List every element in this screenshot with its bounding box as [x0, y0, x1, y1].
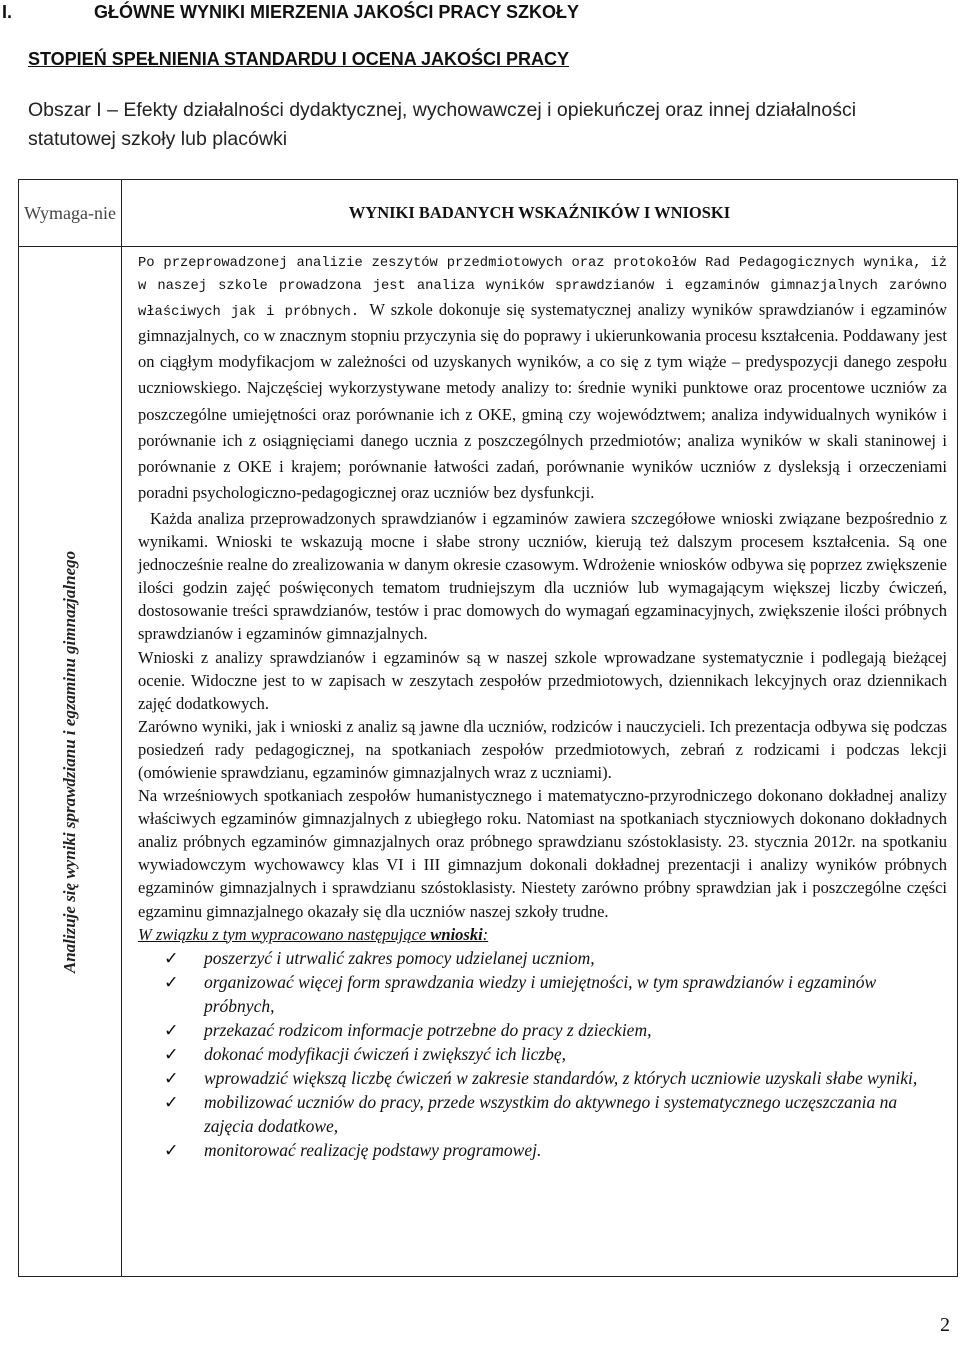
list-item — [138, 1090, 947, 1138]
requirement-column-header: Wymaga-nie — [19, 180, 122, 247]
results-table — [18, 179, 958, 1277]
check-icon: ✓ — [164, 947, 179, 968]
section-number: I. — [2, 2, 13, 22]
list-item — [138, 1018, 947, 1042]
paragraph: Zarówno wyniki, jak i wnioski z analiz są jawne dla uczniów, rodziców i nauczycieli. Ich prezentacja odbywa się podczas posiedzeń rady pedagogicznej, na spotkaniach zespołów przedmiotowych, zebrań z rodzicami i podczas lekcji (omówienie sprawdzianu, egzaminów gimnazjalnych wraz z uczniami). — [138, 716, 947, 782]
check-icon: ✓ — [164, 971, 179, 992]
list-item-text: wprowadzić większą liczbę ćwiczeń w zakresie standardów, z których uczniowie uzyskali słabe wyniki, — [204, 1067, 918, 1088]
requirement-cell — [19, 247, 122, 1277]
list-item-text: dokonać modyfikacji ćwiczeń i zwiększyć ich liczbę, — [204, 1043, 567, 1064]
check-icon: ✓ — [164, 1091, 179, 1112]
check-icon: ✓ — [164, 1067, 179, 1088]
list-item — [138, 1138, 947, 1162]
area-title: Obszar I – Efekty działalności dydaktycznej, wychowawczej i opiekuńczej oraz innej działalności statutowej szkoły lub placówki — [28, 99, 857, 150]
list-item — [138, 970, 947, 1018]
list-item — [138, 946, 947, 970]
list-item-text: monitorować realizację podstawy programowej. — [204, 1139, 542, 1160]
check-icon: ✓ — [164, 1043, 179, 1064]
conclusions-intro — [138, 923, 947, 946]
paragraph: Każda analiza przeprowadzonych sprawdzianów i egzaminów zawiera szczegółowe wnioski związane bezpośrednio z wynikami. Wnioski te wskazują mocne i słabe strony uczniów, kierują też dalszym procesem kształcenia. Są one jednocześnie realne do zrealizowania w danym okresie czasowym. Wdrożenie wniosków odbywa się poprzez zwiększenie ilości godzin zajęć poświęconych tematom trudniejszym dla uczniów lub wymagającym większej liczby ćwiczeń, dostosowanie treści sprawdzianów, testów i prac domowych do wymagań egzaminacyjnych, zwiększenie ilości próbnych sprawdzianów i egzaminów gimnazjalnych. — [138, 508, 947, 644]
paragraph-text: W szkole dokonuje się systematycznej analizy wyników sprawdzianów i egzaminów gimnazjalnych, co w znacznym stopniu przyczynia się do poprawy i ukierunkowania procesu kształcenia. Poddawany jest on ciągłym modyfikacjom w zależności od uzyskanych wyników, a co się z tym wiąże – predyspozycji danego zespołu uczniowskiego. Najczęściej wykorzystywane metody analizy to: średnie wyniki punktowe oraz procentowe uczniów za poszczególne umiejętności oraz porównanie ich z OKE, gminą czy województwem; analiza indywidualnych wyników i porównanie ich z osiągnięciami danego ucznia z poszczególnych przedmiotów; analiza wyników w skali staninowej i porównanie z OKE i krajem; porównanie łatwości zadań, porównanie wyników uczniów z dysleksją i orzeczeniami poradni psychologiczno-pedagogicznej oraz uczniów bez dysfunkcji. — [138, 300, 947, 502]
list-item — [138, 1042, 947, 1066]
list-item-text: przekazać rodzicom informacje potrzebne do pracy z dzieckiem, — [204, 1019, 652, 1040]
main-title: GŁÓWNE WYNIKI MIERZENIA JAKOŚCI PRACY SZKOŁY — [94, 2, 580, 22]
list-item — [138, 1066, 947, 1090]
results-column-header: WYNIKI BADANYCH WSKAŹNIKÓW I WNIOSKI — [122, 180, 958, 247]
list-item-text: mobilizować uczniów do pracy, przede wszystkim do aktywnego i systematycznego uczęszczania na zajęcia dodatkowe, — [204, 1091, 898, 1136]
conclusions-word: wnioski — [430, 924, 483, 944]
paragraph: Wnioski z analizy sprawdzianów i egzaminów są w naszej szkole wprowadzane systematycznie i podlegają bieżącej ocenie. Widoczne jest to w zapisach w zeszytach zespołów przedmiotowych, dziennikach lekcyjnych oraz dziennikach zajęć dodatkowych. — [138, 647, 947, 713]
requirement-text: Analizuje się wyniki sprawdzianu i egzaminu gimnazjalnego — [60, 550, 79, 973]
conclusions-intro-text: W związku z tym wypracowano następujące — [138, 924, 431, 944]
list-item-text: organizować więcej form sprawdzania wiedzy i umiejętności, w tym sprawdzianów i egzaminów próbnych, — [204, 971, 877, 1016]
paragraph-text: Po przeprowadzonej analizie zeszytów przedmiotowych oraz protokołów Rad Pedagogicznych wynika, iż w naszej szkole prowadzona jest analiza wyników sprawdzianów i egzaminów gimnazjalnych zarówno właściwych jak i próbnych. — [138, 256, 947, 321]
list-item-text: poszerzyć i utrwalić zakres pomocy udzielanej uczniom, — [204, 947, 595, 968]
table-header-row — [19, 180, 958, 247]
page-number: 2 — [940, 1314, 950, 1336]
paragraph-intro — [138, 252, 947, 507]
check-icon: ✓ — [164, 1019, 179, 1040]
results-cell — [122, 247, 958, 1277]
conclusions-list — [138, 946, 947, 1162]
conclusions-colon: : — [482, 924, 489, 944]
standard-subtitle: STOPIEŃ SPEŁNIENIA STANDARDU I OCENA JAKOŚCI PRACY — [28, 49, 570, 69]
check-icon: ✓ — [164, 1139, 179, 1160]
paragraph: Na wrześniowych spotkaniach zespołów humanistycznego i matematyczno-przyrodniczego dokonano dokładnej analizy właściwych egzaminów gimnazjalnych z ubiegłego roku. Natomiast na spotkaniach styczniowych dokonano dokładnych analiz próbnych egzaminów gimnazjalnych oraz próbnego sprawdzianu szóstoklasisty. 23. stycznia 2012r. na spotkaniu wywiadowczym wychowawcy klas VI i III gimnazjum dokonali dokładnej prezentacji i analizy wyników próbnych egzaminów gimnazjalnych i sprawdzianu szóstoklasisty. Niestety zarówno próbny sprawdzian jak i poszczególne części egzaminu gimnazjalnego okazały się dla uczniów naszej szkoły trudne. — [138, 786, 947, 921]
table-body-row — [19, 247, 958, 1277]
